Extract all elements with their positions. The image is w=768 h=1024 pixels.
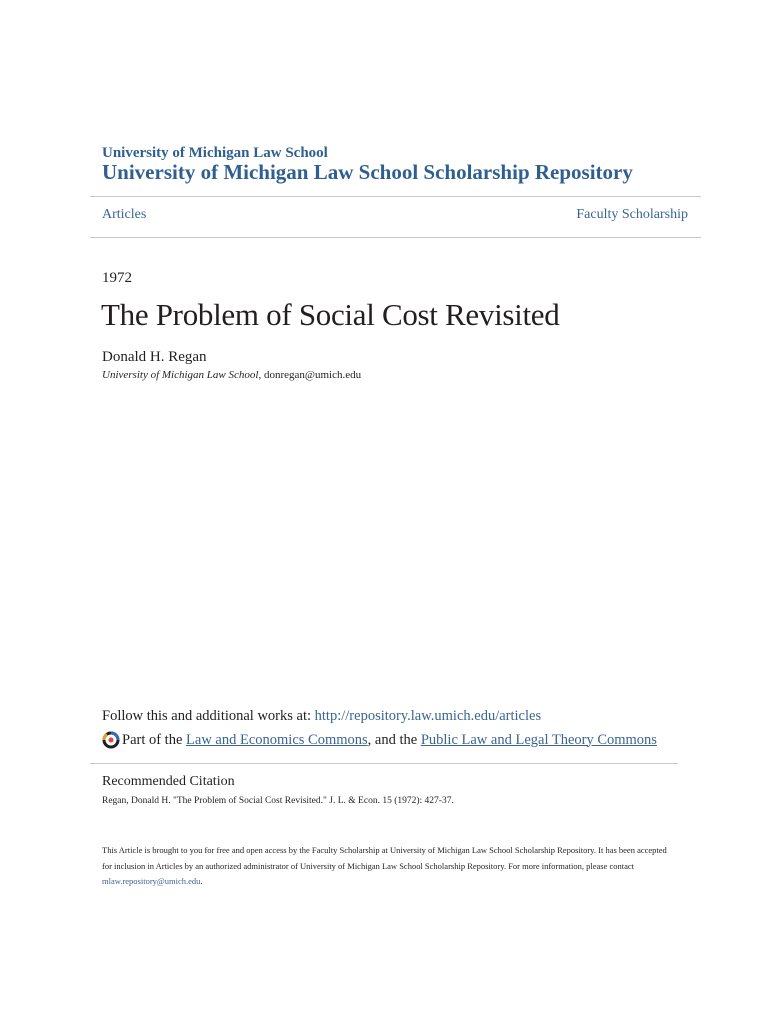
- divider-top: [90, 196, 701, 197]
- law-economics-commons-link[interactable]: Law and Economics Commons: [186, 731, 368, 748]
- faculty-scholarship-link[interactable]: Faculty Scholarship: [576, 207, 688, 222]
- affiliation-institution: University of Michigan Law School: [102, 369, 259, 381]
- part-of-middle: , and the: [367, 731, 421, 748]
- notice-text: This Article is brought to you for free and open access by the Faculty Scholarship at University of Michigan Law School Scholarship Repository. It has been accepted for inclusion in Articles by an authorized administrator of University of Michigan Law School Scholarship Repository. For more information, please contact: [102, 845, 667, 871]
- publication-year: 1972: [102, 270, 132, 286]
- divider-citation: [90, 763, 678, 764]
- author-name: Donald H. Regan: [102, 349, 207, 365]
- part-of-prefix: Part of the: [122, 731, 187, 748]
- repository-name[interactable]: University of Michigan Law School Scholarship Repository: [102, 160, 633, 184]
- author-email: donregan@umich.edu: [263, 369, 362, 381]
- divider-nav: [90, 237, 701, 238]
- contact-email-link[interactable]: mlaw.repository@umich.edu: [102, 876, 201, 886]
- notice-suffix: .: [200, 876, 203, 886]
- articles-link[interactable]: Articles: [102, 207, 147, 222]
- public-law-commons-link[interactable]: Public Law and Legal Theory Commons: [420, 731, 657, 748]
- author-affiliation: University of Michigan Law School, donregan@umich.edu: [102, 369, 362, 381]
- bepress-commons-icon: [102, 731, 120, 749]
- part-of-line: [102, 731, 657, 749]
- follow-prefix: Follow this and additional works at:: [102, 708, 315, 724]
- access-notice: [102, 843, 672, 890]
- citation-label: Recommended Citation: [102, 774, 235, 789]
- follow-line: [102, 708, 541, 725]
- citation-text: Regan, Donald H. "The Problem of Social Cost Revisited." J. L. & Econ. 15 (1972): 427-37.: [102, 796, 454, 806]
- article-title: The Problem of Social Cost Revisited: [101, 297, 560, 332]
- repository-url-link[interactable]: http://repository.law.umich.edu/articles: [314, 708, 542, 724]
- institution-name[interactable]: University of Michigan Law School: [102, 145, 328, 161]
